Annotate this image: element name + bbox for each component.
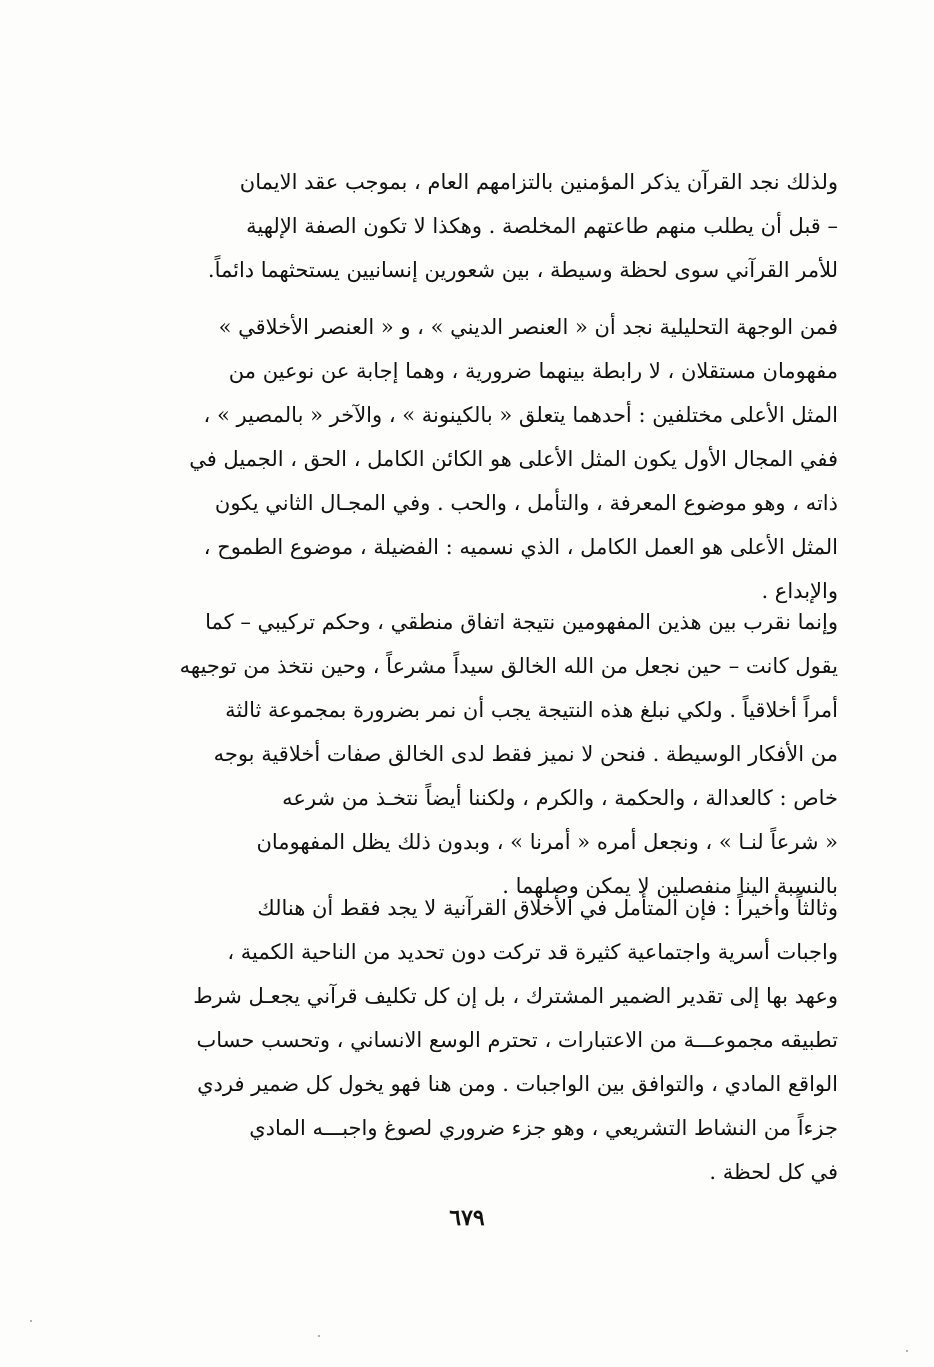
- text-line: واجبات أسرية واجتماعية كثيرة قد تركت دون تحديد من الناحية الكمية ،: [227, 940, 838, 964]
- text-line: الواقع المادي ، والتوافق بين الواجبات . ومن هنا فهو يخول كل ضمير فردي: [197, 1072, 838, 1096]
- text-line: والإبداع .: [761, 579, 838, 603]
- text-line: مفهومان مستقلان ، لا رابطة بينهما ضرورية ، وهما إجابة عن نوعين من: [228, 359, 838, 383]
- paragraph-1: [132, 160, 838, 292]
- text-line: وعهد بها إلى تقدير الضمير المشترك ، بل إن كل تكليف قرآني يجعـل شرط: [193, 984, 838, 1008]
- text-line: للأمر القرآني سوى لحظة وسيطة ، بين شعورين إنسانيين يستحثهما دائماً.: [207, 258, 838, 282]
- text-line: وثالثاً وأخيراً : فإن المتأمل في الأخلاق القرآنية لا يجد فقط أن هنالك: [257, 896, 838, 920]
- scan-speck: [30, 1320, 32, 1322]
- text-line: خاص : كالعدالة ، والحكمة ، والكرم ، ولكننا أيضاً نتخـذ من شرعه: [282, 786, 838, 810]
- text-line: فمن الوجهة التحليلية نجد أن « العنصر الديني » ، و « العنصر الأخلاقي »: [218, 315, 838, 339]
- paragraph-4: [132, 886, 838, 1194]
- text-line: – قبل أن يطلب منهم طاعتهم المخلصة . وهكذا لا تكون الصفة الإلهية: [246, 214, 838, 238]
- text-line: جزءاً من النشاط التشريعي ، وهو جزء ضروري لصوغ واجبـــه المادي: [249, 1116, 838, 1140]
- text-line: تطبيقه مجموعـــة من الاعتبارات ، تحترم الوسع الانساني ، وتحسب حساب: [196, 1028, 838, 1052]
- scan-speck: [318, 1335, 320, 1337]
- text-line: من الأفكار الوسيطة . فنحن لا نميز فقط لدى الخالق صفات أخلاقية بوجه: [213, 742, 838, 766]
- text-line: ففي المجال الأول يكون المثل الأعلى هو الكائن الكامل ، الحق ، الجميل في: [189, 447, 838, 471]
- text-line: ولذلك نجد القرآن يذكر المؤمنين بالتزامهم العام ، بموجب عقد الايمان: [239, 170, 838, 194]
- text-line: يقول كانت – حين نجعل من الله الخالق سيداً مشرعاً ، وحين نتخذ من توجيهه: [179, 654, 838, 678]
- text-line: « شرعاً لنـا » ، ونجعل أمره « أمرنا » ، وبدون ذلك يظل المفهومان: [256, 830, 838, 854]
- text-line: بالنسبة الينا منفصلين لا يمكن وصلهما .: [502, 874, 838, 898]
- scan-speck: [906, 1350, 908, 1352]
- text-line: وإنما نقرب بين هذين المفهومين نتيجة اتفاق منطقي ، وحكم تركيبي – كما: [205, 610, 838, 634]
- paragraph-2: [132, 305, 838, 613]
- text-line: المثل الأعلى مختلفين : أحدهما يتعلق « بالكينونة » ، والآخر « بالمصير » ،: [203, 403, 838, 427]
- text-line: المثل الأعلى هو العمل الكامل ، الذي نسميه : الفضيلة ، موضوع الطموح ،: [203, 535, 838, 559]
- text-line: أمراً أخلاقياً . ولكي نبلغ هذه النتيجة يجب أن نمر بضرورة بمجموعة ثالثة: [225, 698, 838, 722]
- paragraph-3: [132, 600, 838, 908]
- text-line: في كل لحظة .: [709, 1160, 838, 1184]
- text-line: ذاته ، وهو موضوع المعرفة ، والتأمل ، والحب . وفي المجـال الثاني يكون: [214, 491, 838, 515]
- page-number: ٦٧٩: [449, 1205, 485, 1231]
